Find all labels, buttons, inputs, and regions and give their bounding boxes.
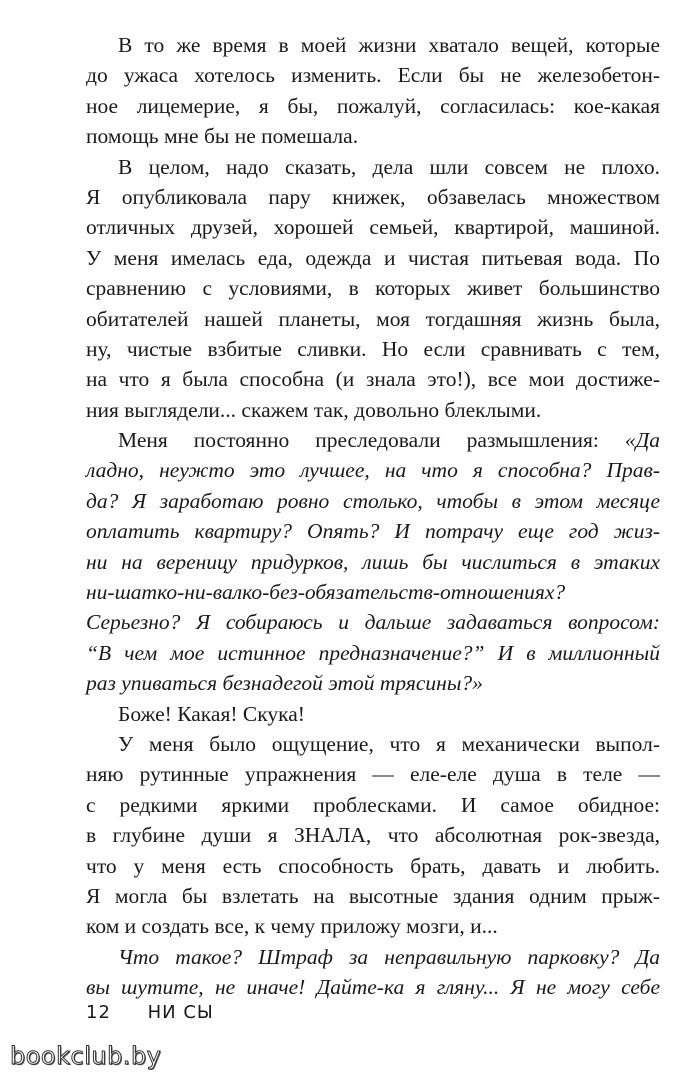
text-line: ни на вереницу придурков, лишь бы числиться в этаких xyxy=(86,549,660,574)
text-segment: «Да xyxy=(624,428,660,453)
text-line: вы шутите, не иначе! Дайте-ка я гляну... Я не могу себе xyxy=(86,975,660,1000)
text-line: Серьезно? Я собираюсь и дальше задаваться вопросом: xyxy=(86,610,660,635)
watermark: bookclub.by xyxy=(10,1042,162,1070)
text-line: помощь мне бы не помешала. xyxy=(86,124,359,149)
text-segment: Меня постоянно преследовали размышления: xyxy=(118,428,625,453)
page-number: 12 xyxy=(86,1002,111,1023)
text-line: до ужаса хотелось изменить. Если бы не железобетон- xyxy=(86,63,660,88)
text-line: ком и создать все, к чему приложу мозги, и... xyxy=(86,914,498,939)
text-line: в глубине души я ЗНАЛА, что абсолютная рок-звезда, xyxy=(86,823,660,848)
text-line: В то же время в моей жизни хватало вещей, которые xyxy=(118,33,660,57)
text-line: отличных друзей, хорошей семьей, квартирой, машиной. xyxy=(86,215,660,240)
text-line: ладно, неужто это лучшее, на что я способна? Прав- xyxy=(86,458,660,483)
page-footer xyxy=(86,1002,214,1023)
text-line: ну, чистые взбитые сливки. Но если сравнивать с тем, xyxy=(86,336,660,361)
page-text xyxy=(86,30,660,1003)
text-line: раз упиваться безнадегой этой трясины?» xyxy=(86,671,483,696)
text-line: В целом, надо сказать, дела шли совсем не плохо. xyxy=(118,154,660,179)
text-line xyxy=(86,425,660,455)
text-line: Боже! Какая! Скука! xyxy=(118,701,305,726)
text-line: У меня имелась еда, одежда и чистая питьевая вода. По xyxy=(86,245,660,270)
text-line: “В чем мое истинное предназначение?” И в миллионный xyxy=(86,640,660,665)
text-line: ни-шатко-ни-валко-без-обязательств-отношениях? xyxy=(86,580,566,605)
text-line: оплатить квартиру? Опять? И потрачу еще год жиз- xyxy=(86,519,660,544)
text-line: что у меня есть способность брать, давать и любить. xyxy=(86,853,660,878)
text-line: няю рутинные упражнения — еле-еле душа в теле — xyxy=(86,762,660,787)
text-line: Я опубликовала пару книжек, обзавелась множеством xyxy=(86,184,660,209)
text-line: сравнению с условиями, в которых живет большинство xyxy=(86,276,660,301)
text-line: ное лицемерие, я бы, пожалуй, согласилась: кое-какая xyxy=(86,93,660,118)
text-line: Что такое? Штраф за неправильную парковку? Да xyxy=(118,944,660,969)
text-line: ния выглядели... скажем так, довольно блеклыми. xyxy=(86,397,542,422)
text-line: на что я была способна (и знала это!), все мои достиже- xyxy=(86,367,660,392)
text-line: да? Я заработаю ровно столько, чтобы в этом месяце xyxy=(86,488,660,513)
text-line: с редкими яркими проблесками. И самое обидное: xyxy=(86,792,660,817)
text-line: Я могла бы взлетать на высотные здания одним прыж- xyxy=(86,883,660,908)
running-title: НИ СЫ xyxy=(147,1002,214,1023)
text-line: обитателей нашей планеты, моя тогдашняя жизнь была, xyxy=(86,306,660,331)
text-line: У меня было ощущение, что я механически выпол- xyxy=(118,731,660,756)
